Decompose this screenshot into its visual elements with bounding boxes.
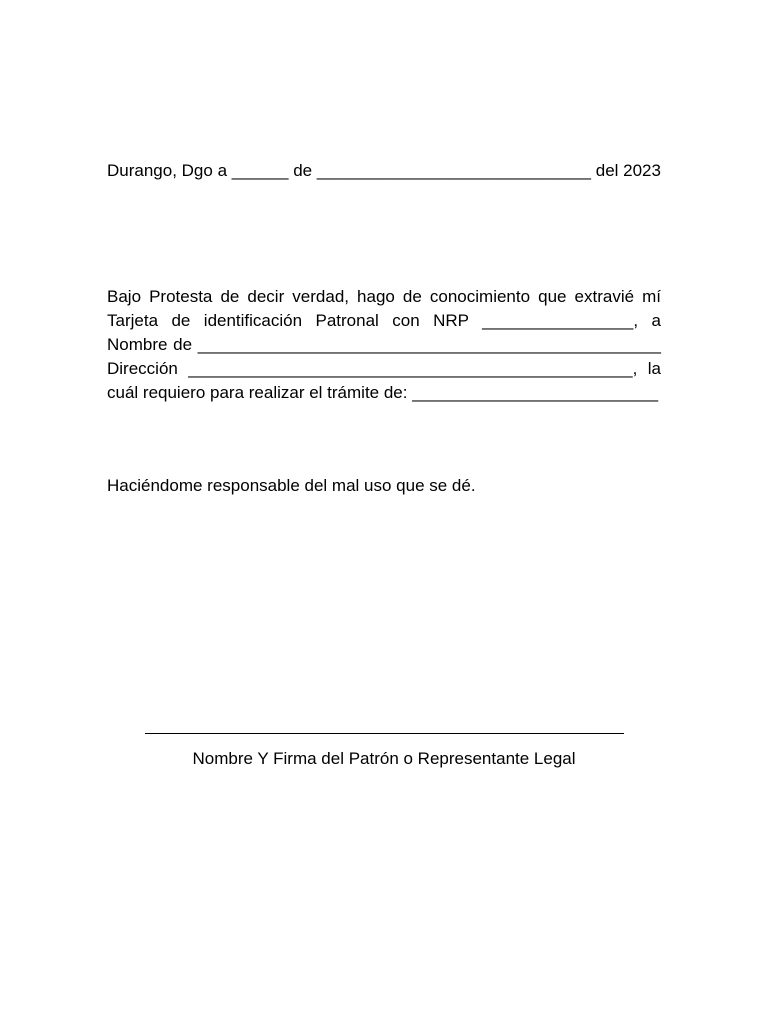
signature-line xyxy=(145,733,624,734)
declaration-paragraph: Bajo Protesta de decir verdad, hago de conocimiento que extravié mí Tarjeta de identificación Patronal con NRP ________________, a Nombre de _________________________________________________ Dirección _______________________________________________, la cuál requiero para realizar el trámite de: __________________________ xyxy=(107,287,661,402)
signature-caption: Nombre Y Firma del Patrón o Representante Legal xyxy=(192,749,576,768)
date-line: Durango, Dgo a ______ de _____________________________ del 2023 xyxy=(107,161,661,180)
responsibility-statement: Haciéndome responsable del mal uso que se dé. xyxy=(107,476,476,495)
